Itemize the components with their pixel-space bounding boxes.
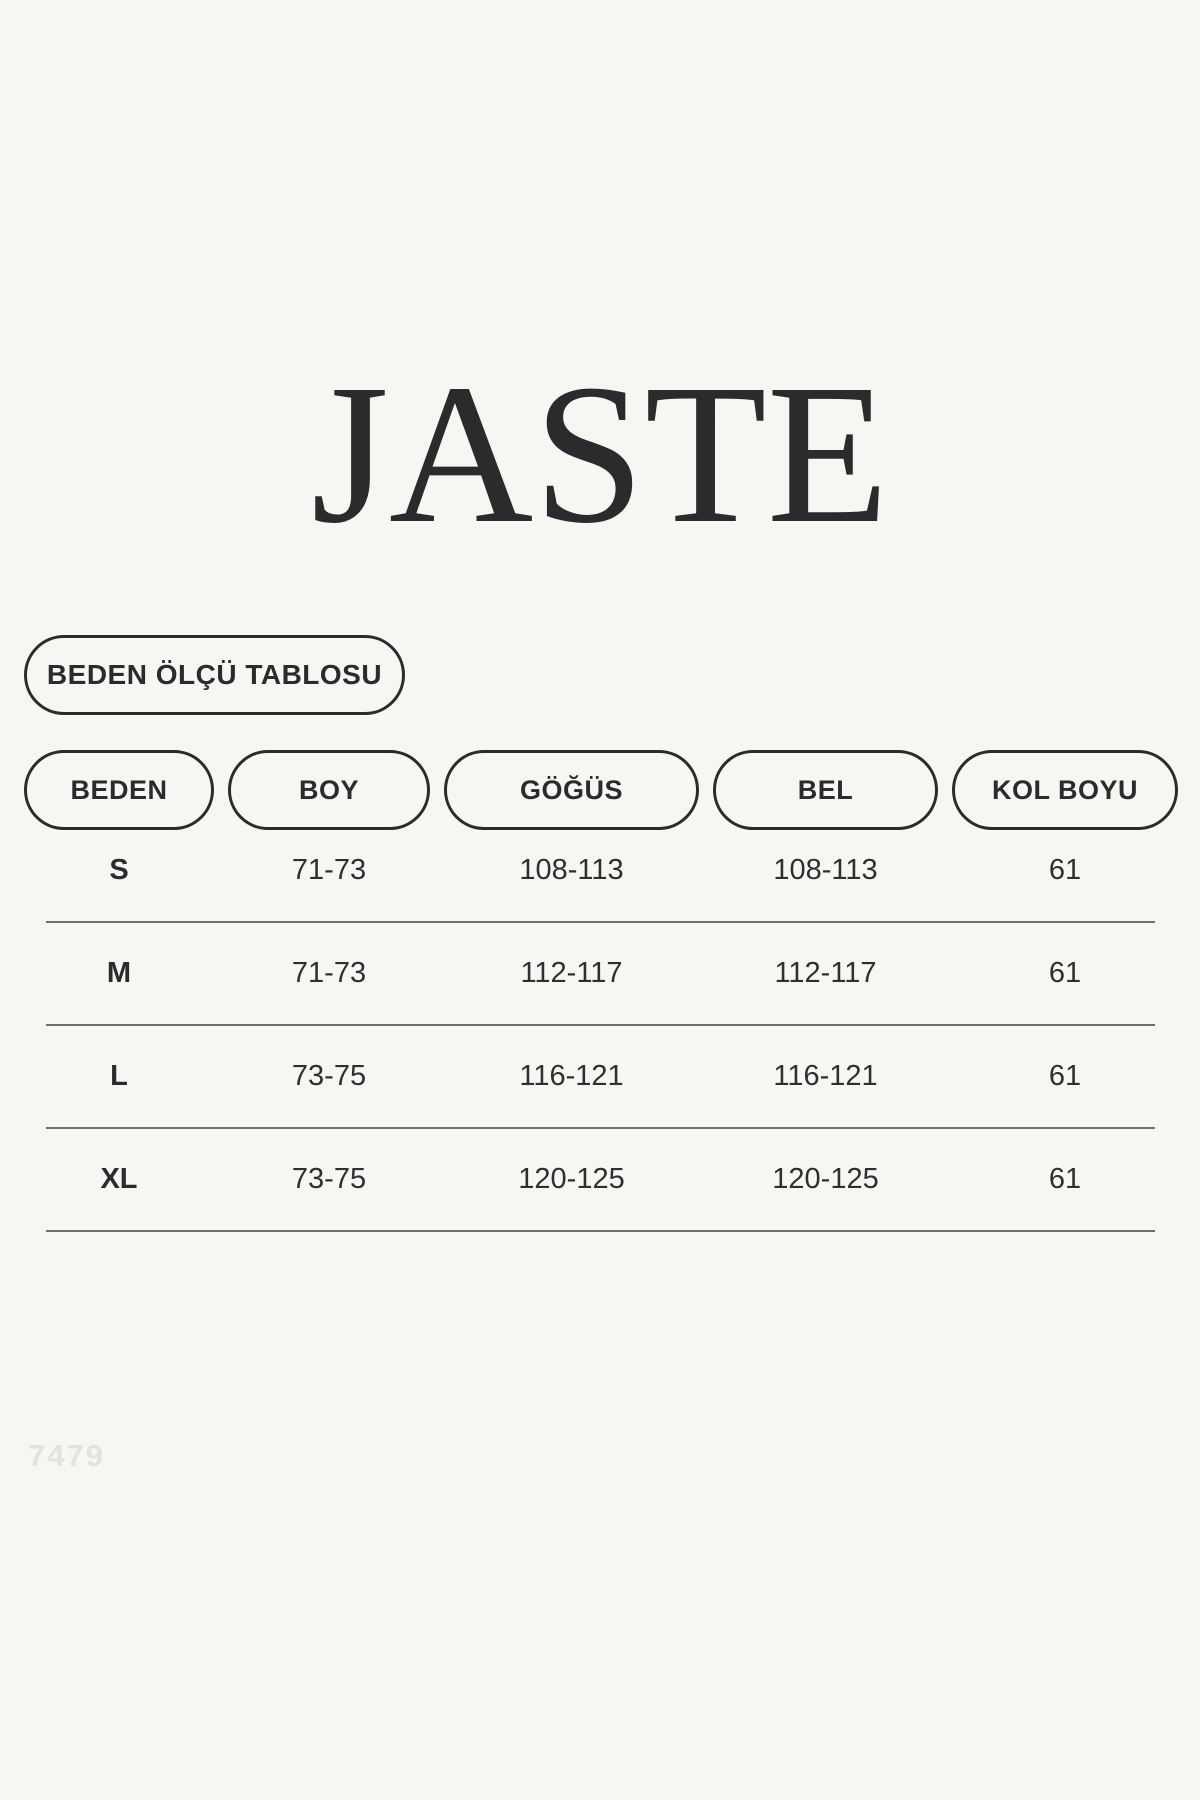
table-row-s — [0, 820, 1200, 921]
cell-kol-boyu: 61 — [1048, 854, 1082, 886]
column-header-bel — [713, 750, 938, 830]
size-chart-title-label: BEDEN ÖLÇÜ TABLOSU — [46, 659, 383, 690]
watermark-code: 7479 — [28, 1438, 105, 1473]
column-header-label: BOY — [298, 774, 359, 805]
column-header-beden — [24, 750, 214, 830]
cell-beden: L — [110, 1060, 128, 1092]
cell-kol-boyu: 61 — [1048, 957, 1082, 989]
column-header-label: GÖĞÜS — [519, 774, 623, 805]
column-header-gogus — [444, 750, 699, 830]
brand-logo: JASTE — [311, 344, 889, 565]
cell-beden: S — [109, 854, 129, 886]
cell-gogus: 108-113 — [519, 854, 624, 886]
cell-bel: 116-121 — [773, 1060, 878, 1092]
row-divider — [46, 1230, 1155, 1232]
table-row-l — [0, 1026, 1200, 1127]
size-table-body — [0, 820, 1200, 1232]
cell-boy: 73-75 — [291, 1060, 367, 1092]
column-header-label: KOL BOYU — [991, 774, 1138, 805]
table-row-xl — [0, 1129, 1200, 1230]
table-row-m — [0, 923, 1200, 1024]
column-header-boy — [228, 750, 430, 830]
cell-beden: M — [106, 957, 132, 989]
cell-boy: 71-73 — [291, 854, 367, 886]
cell-gogus: 112-117 — [520, 957, 623, 989]
cell-gogus: 120-125 — [518, 1163, 625, 1195]
column-header-label: BEDEN — [70, 774, 168, 805]
cell-boy: 71-73 — [291, 957, 367, 989]
cell-bel: 112-117 — [774, 957, 877, 989]
cell-kol-boyu: 61 — [1048, 1163, 1082, 1195]
table-header-row — [0, 750, 1200, 830]
cell-kol-boyu: 61 — [1048, 1060, 1082, 1092]
size-chart-title-badge — [24, 635, 405, 715]
column-header-kol-boyu — [952, 750, 1178, 830]
cell-boy: 73-75 — [291, 1163, 367, 1195]
cell-beden: XL — [100, 1163, 138, 1195]
cell-bel: 120-125 — [772, 1163, 879, 1195]
column-header-label: BEL — [797, 774, 854, 805]
cell-gogus: 116-121 — [519, 1060, 624, 1092]
cell-bel: 108-113 — [773, 854, 878, 886]
